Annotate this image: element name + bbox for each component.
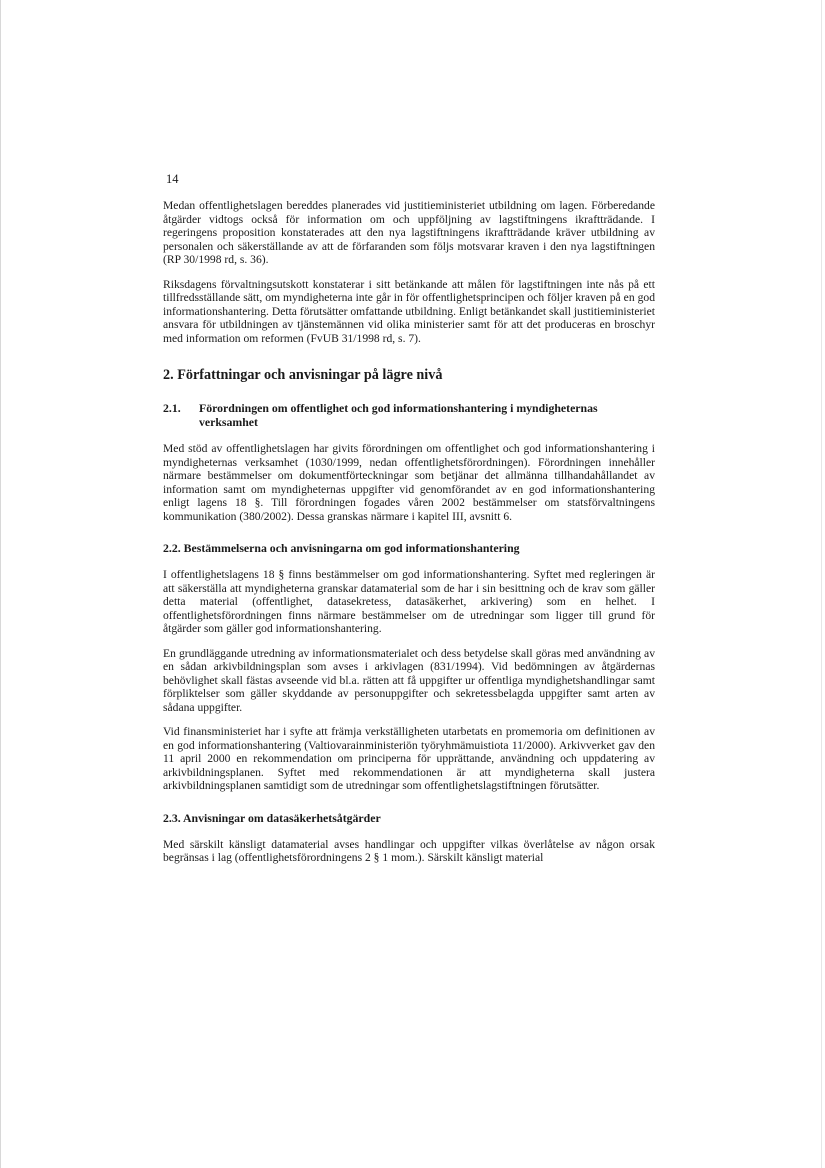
section-2-heading: 2. Författningar och anvisningar på lägre nivå bbox=[163, 367, 443, 383]
section-2-1-heading bbox=[163, 401, 655, 429]
paragraph-intro-1: Medan offentlighetslagen bereddes planerades vid justitieministeriet utbildning om lagen. Förberedande åtgärder vidtogs också för information om och uppföljning av lagstiftningens ikraftträdande. I regeringens proposition konstaterades att den nya lagstiftningens ikraftträdande kräver utbildning av personalen och säkerställande av att de förfaranden som följs motsvarar kraven i den nya lagstiftningen (RP 30/1998 rd, s. 36). bbox=[163, 199, 655, 266]
section-2-3-heading: 2.3. Anvisningar om datasäkerhetsåtgärder bbox=[163, 810, 381, 825]
section-2-2-paragraph-3: Vid finansministeriet har i syfte att främja verkställigheten utarbetats en promemoria om definitionen av en god informationshantering (Valtiovarainministeriön työryhmämuistiota 11/2000). Arkivverket gav den 11 april 2000 en rekommendation om principerna för upprättande, användning och uppdatering av arkivbildningsplanen. Syftet med rekommendationen är att myndigheterna skall justera arkivbildningsplanen samtidigt som de utredningar som offentlighetslagstiftningen förutsätter. bbox=[163, 725, 655, 792]
section-2-1-paragraph-1: Med stöd av offentlighetslagen har givits förordningen om offentlighet och god informationshantering i myndigheternas verksamhet (1030/1999, nedan offentlighetsförordningen). Förordningen innehåller närmare bestämmelser om dokumentförteckningar som betjänar det allmänna tillhandahållandet av information samt om myndigheternas uppgifter vid genomförandet av en god informationshantering enligt lagens 18 §. Till förordningen fogades våren 2002 bestämmelser om statsförvaltningens kommunikation (380/2002). Dessa granskas närmare i kapitel III, avsnitt 6. bbox=[163, 442, 655, 523]
section-2-3-paragraph-1: Med särskilt känsligt datamaterial avses handlingar och uppgifter vilkas överlåtelse av någon orsak begränsas i lag (offentlighetsförordningens 2 § 1 mom.). Särskilt känsligt material bbox=[163, 837, 655, 864]
scan-edge-right bbox=[821, 0, 822, 1168]
section-2-2-heading: 2.2. Bestämmelserna och anvisningarna om god informationshantering bbox=[163, 541, 520, 555]
section-2-1-number: 2.1. bbox=[163, 401, 181, 415]
scan-edge-left bbox=[0, 0, 1, 1168]
section-2-2-paragraph-1: I offentlighetslagens 18 § finns bestämmelser om god informationshantering. Syftet med regleringen är att säkerställa att myndigheterna granskar datamaterial som de har i sin besittning och de krav som gäller detta material (offentlighet, datasekretess, datasäkerhet, arkivering) som en helhet. I offentlighetsförordningen finns närmare bestämmelser om de utredningar som ligger till grund för åtgärder som gäller god informationshantering. bbox=[163, 568, 655, 635]
document-page bbox=[163, 172, 655, 876]
section-2-1-title: Förordningen om offentlighet och god informationshantering i myndigheternas verksamhet bbox=[199, 401, 598, 429]
paragraph-intro-2: Riksdagens förvaltningsutskott konstaterar i sitt betänkande att målen för lagstiftningen inte nås på ett tillfredsställande sätt, om myndigheterna inte går in för offentlighetsprincipen och följer kraven på en god informationshantering. Detta förutsätter omfattande utbildning. Enligt betänkandet skall justitieministeriet ansvara för utbildningen av tjänstemännen vid olika ministerier samt för att det produceras en broschyr med information om reformen (FvUB 31/1998 rd, s. 7). bbox=[163, 277, 655, 345]
page-number: 14 bbox=[166, 172, 179, 186]
section-2-2-paragraph-2: En grundläggande utredning av informationsmaterialet och dess betydelse skall göras med användning av en sådan arkivbildningsplan som avses i arkivlagen (831/1994). Vid bedömningen av åtgärdernas behövlighet skall fästas avseende vid bl.a. rätten att få uppgifter ur offentliga myndighetshandlingar samt förpliktelser som gäller skyddande av personuppgifter och sekretessbelagda uppgifter samt arten av sådana uppgifter. bbox=[163, 646, 655, 714]
